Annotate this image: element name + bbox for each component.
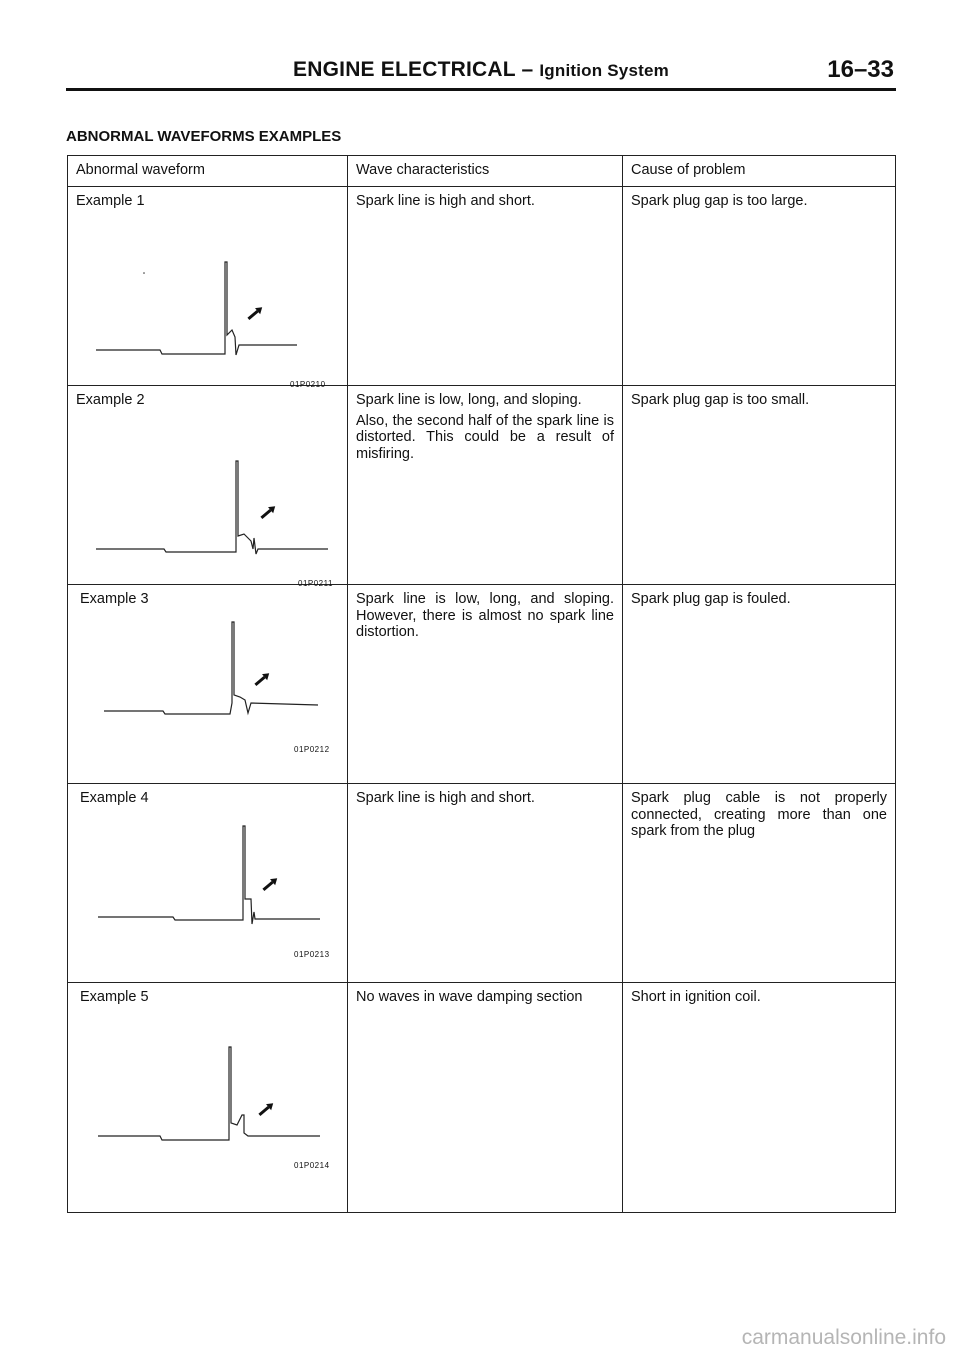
column-header-waveform: Abnormal waveform [68,156,348,187]
arrow-icon [257,1100,276,1118]
waveform-cell [68,585,348,784]
section-title: ABNORMAL WAVEFORMS EXAMPLES [66,128,342,145]
figure-id: 01P0214 [294,1161,330,1170]
arrow-icon [259,503,278,521]
column-header-characteristics: Wave characteristics [348,156,623,187]
watermark: carmanualsonline.info [741,1326,946,1349]
waveform-cell [68,784,348,983]
figure-id: 01P0212 [294,745,330,754]
table-row [68,386,896,585]
table-row [68,983,896,1213]
table-row [68,585,896,784]
waveform-cell [68,187,348,389]
column-header-cause: Cause of problem [623,156,896,187]
example-label: Example 5 [80,989,149,1005]
waveform-diagram [68,585,348,785]
example-label: Example 2 [76,392,145,408]
cause-cell: Spark plug cable is not properly connected, creating more than one spark from the plug [623,784,896,983]
characteristics-detail: Also, the second half of the spark line is distorted. This could be a result of misfiring. [356,412,614,463]
figure-id: 01P0210 [290,380,326,389]
cause-cell: Spark plug gap is too large. [623,187,896,386]
characteristics-cell: Spark line is high and short. [348,784,623,983]
figure-id: 01P0213 [294,950,330,959]
example-label: Example 4 [80,790,149,806]
characteristics-cell: Spark line is low, long, and sloping. However, there is almost no spark line distortion. [348,585,623,784]
arrow-icon [246,304,265,322]
characteristics-cell [348,386,623,585]
arrow-icon [253,670,272,688]
page-header [66,58,896,91]
characteristics-cell: Spark line is high and short. [348,187,623,386]
table-header-row [68,156,896,187]
header-title-main: ENGINE ELECTRICAL [293,58,516,81]
example-label: Example 3 [80,591,149,607]
table-row [68,784,896,983]
header-title-separator: – [515,58,540,81]
waveform-diagram [68,983,348,1213]
table-row [68,187,896,386]
header-title-sub: Ignition System [539,61,669,80]
characteristics-line: Spark line is low, long, and sloping. [356,392,582,408]
cause-cell: Spark plug gap is too small. [623,386,896,585]
waveform-cell [68,386,348,588]
arrow-icon [261,875,280,893]
header-title [66,58,896,82]
waveforms-table [67,155,896,1213]
waveform-diagram [68,187,348,387]
cause-cell: Spark plug gap is fouled. [623,585,896,784]
page-number: 16–33 [827,56,894,83]
cause-cell: Short in ignition coil. [623,983,896,1213]
figure-id: 01P0211 [298,579,333,588]
characteristics-cell: No waves in wave damping section [348,983,623,1213]
example-label: Example 1 [76,193,145,209]
waveform-diagram [68,386,348,586]
waveform-cell [68,983,348,1213]
